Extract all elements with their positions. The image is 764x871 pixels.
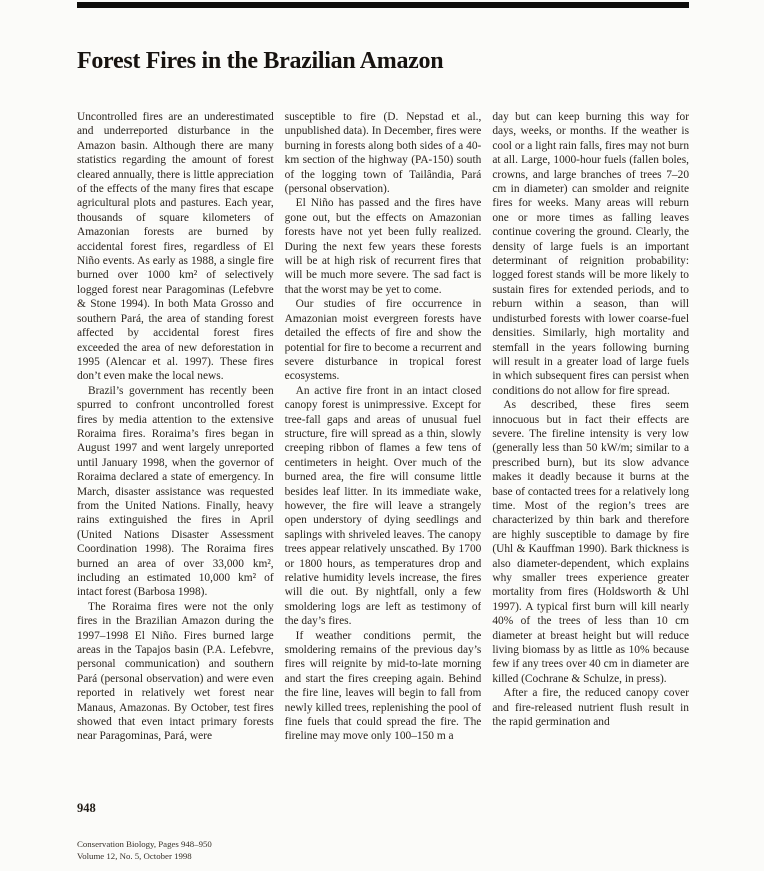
article-title: Forest Fires in the Brazilian Amazon	[77, 48, 444, 74]
footer-journal-line: Conservation Biology, Pages 948–950	[77, 839, 212, 849]
paragraph: day but can keep burning this way for days, weeks, or months. If the weather is cool or a light rain falls, fires may not burn at all. Large, 1000-hour fuels (fallen boles, crowns, and large branches of trees 7–20 cm in diameter) can smolder and reignite fires for weeks. Many areas will reburn one or more times as falling leaves continue covering the ground. Clearly, the density of large fuels is an important determinant of reignition probability: logged forest stands will be more likely to sustain fires for extended periods, and to reburn within a season, than will undisturbed forests with lower coarse-fuel densities. Similarly, high mortality and stemfall in the years following burning will result in a greater load of large fuels in which subsequent fires can persist when conditions do not allow for fire spread.	[492, 111, 690, 397]
text-column-1	[77, 110, 274, 806]
paragraph: Brazil’s government has recently been spurred to confront uncontrolled forest fires by media attention to the extensive Roraima fires. Roraima’s fires began in August 1997 and went largely unreported until January 1998, when the governor of Roraima declared a state of emergency. In March, disaster assistance was requested from the United Nations. Finally, heavy rains extinguished the fires in April (United Nations Disaster Assessment Coordination 1998). The Roraima fires burned an area of over 33,000 km², including an estimated 10,000 km² of intact forest (Barbosa 1998).	[77, 384, 274, 599]
paragraph: If weather conditions permit, the smoldering remains of the previous day’s fires will reignite by mid-to-late morning and start the fires creeping again. Behind the fire line, leaves will begin to fall from newly killed trees, replenishing the pool of fine fuels that could spread the fire. The fireline may move only 100–150 m a	[284, 629, 482, 743]
paragraph: susceptible to fire (D. Nepstad et al., unpublished data). In December, fires were burning in forests along both sides of a 40-km section of the highway (PA-150) south of the logging town of Tailândia, Pará (personal observation).	[284, 111, 482, 196]
paragraph: As described, these fires seem innocuous but in fact their effects are severe. The fireline intensity is very low (generally less than 50 kW/m; similar to a prescribed burn), but its slow advance makes it deadly because it burns at the base of contacted trees for a relatively long time. Most of the region’s trees are characterized by thin bark and therefore are highly susceptible to damage by fire (Uhl & Kauffman 1990). Bark thickness is also diameter-dependent, which explains why smaller trees experience greater mortality from fires (Holdsworth & Uhl 1997). A typical first burn will kill nearly 40% of the trees of less than 10 cm diameter at breast height but will reduce living biomass by as little as 10% because few if any trees over 40 cm in diameter are killed (Cochrane & Schulze, in press).	[492, 399, 690, 685]
header-rule	[77, 2, 689, 8]
article-body	[77, 110, 689, 806]
text-column-2	[285, 110, 482, 806]
footer-volume-line: Volume 12, No. 5, October 1998	[77, 851, 192, 861]
paragraph: Our studies of fire occurrence in Amazonian moist evergreen forests have detailed the effects of fire and show the potential for fire to become a recurrent and severe disturbance in tropical forest ecosystems.	[284, 298, 482, 383]
paragraph: El Niño has passed and the fires have gone out, but the effects on Amazonian forests have not yet been fully realized. During the next few years these forests will be at high risk of recurrent fires that will be much more severe. The sad fact is that the worst may be yet to come.	[284, 197, 482, 296]
page-number: 948	[77, 801, 96, 815]
text-column-3	[492, 110, 689, 806]
paragraph: Uncontrolled fires are an underestimated and underreported disturbance in the Amazon basin. Although there are many statistics regarding the amount of forest cleared annually, there is little appreciation of the effects of the many fires that escape agricultural plots and pastures. Each year, thousands of square kilometers of Amazonian forests are burned by accidental forest fires, regardless of El Niño events. As early as 1988, a single fire burned over 1000 km² of selectively logged forest near Paragominas (Lefebvre & Stone 1994). In both Mata Grosso and southern Pará, the area of standing forest affected by accidental forest fires exceeded the area of new deforestation in 1995 (Alencar et al. 1997). These fires don’t even make the local news.	[77, 111, 274, 383]
journal-footer	[77, 838, 212, 862]
paragraph: After a fire, the reduced canopy cover and fire-released nutrient flush result in the rapid germination and	[492, 687, 690, 729]
paragraph: The Roraima fires were not the only fires in the Brazilian Amazon during the 1997–1998 El Niño. Fires burned large areas in the Tapajos basin (P.A. Lefebvre, personal communication) and southern Pará (personal observation) and were even reported in relatively wet forest near Manaus, Amazonas. By October, test fires showed that even intact primary forests near Paragominas, Pará, were	[77, 600, 274, 743]
paragraph: An active fire front in an intact closed canopy forest is unimpressive. Except for tree-fall gaps and areas of unusual fuel structure, fire will spread as a thin, slowly creeping ribbon of flames a few tens of centimeters in height. Over much of the burned area, the fire will consume little besides leaf litter. In its immediate wake, however, the fire will leave a strangely open understory of dying seedlings and saplings with shriveled leaves. The canopy trees appear relatively unscathed. By 1700 or 1800 hours, as temperatures drop and relative humidity levels increase, the fires will die out. By nightfall, only a few smoldering logs are left as testimony of the day’s fires.	[284, 384, 482, 628]
